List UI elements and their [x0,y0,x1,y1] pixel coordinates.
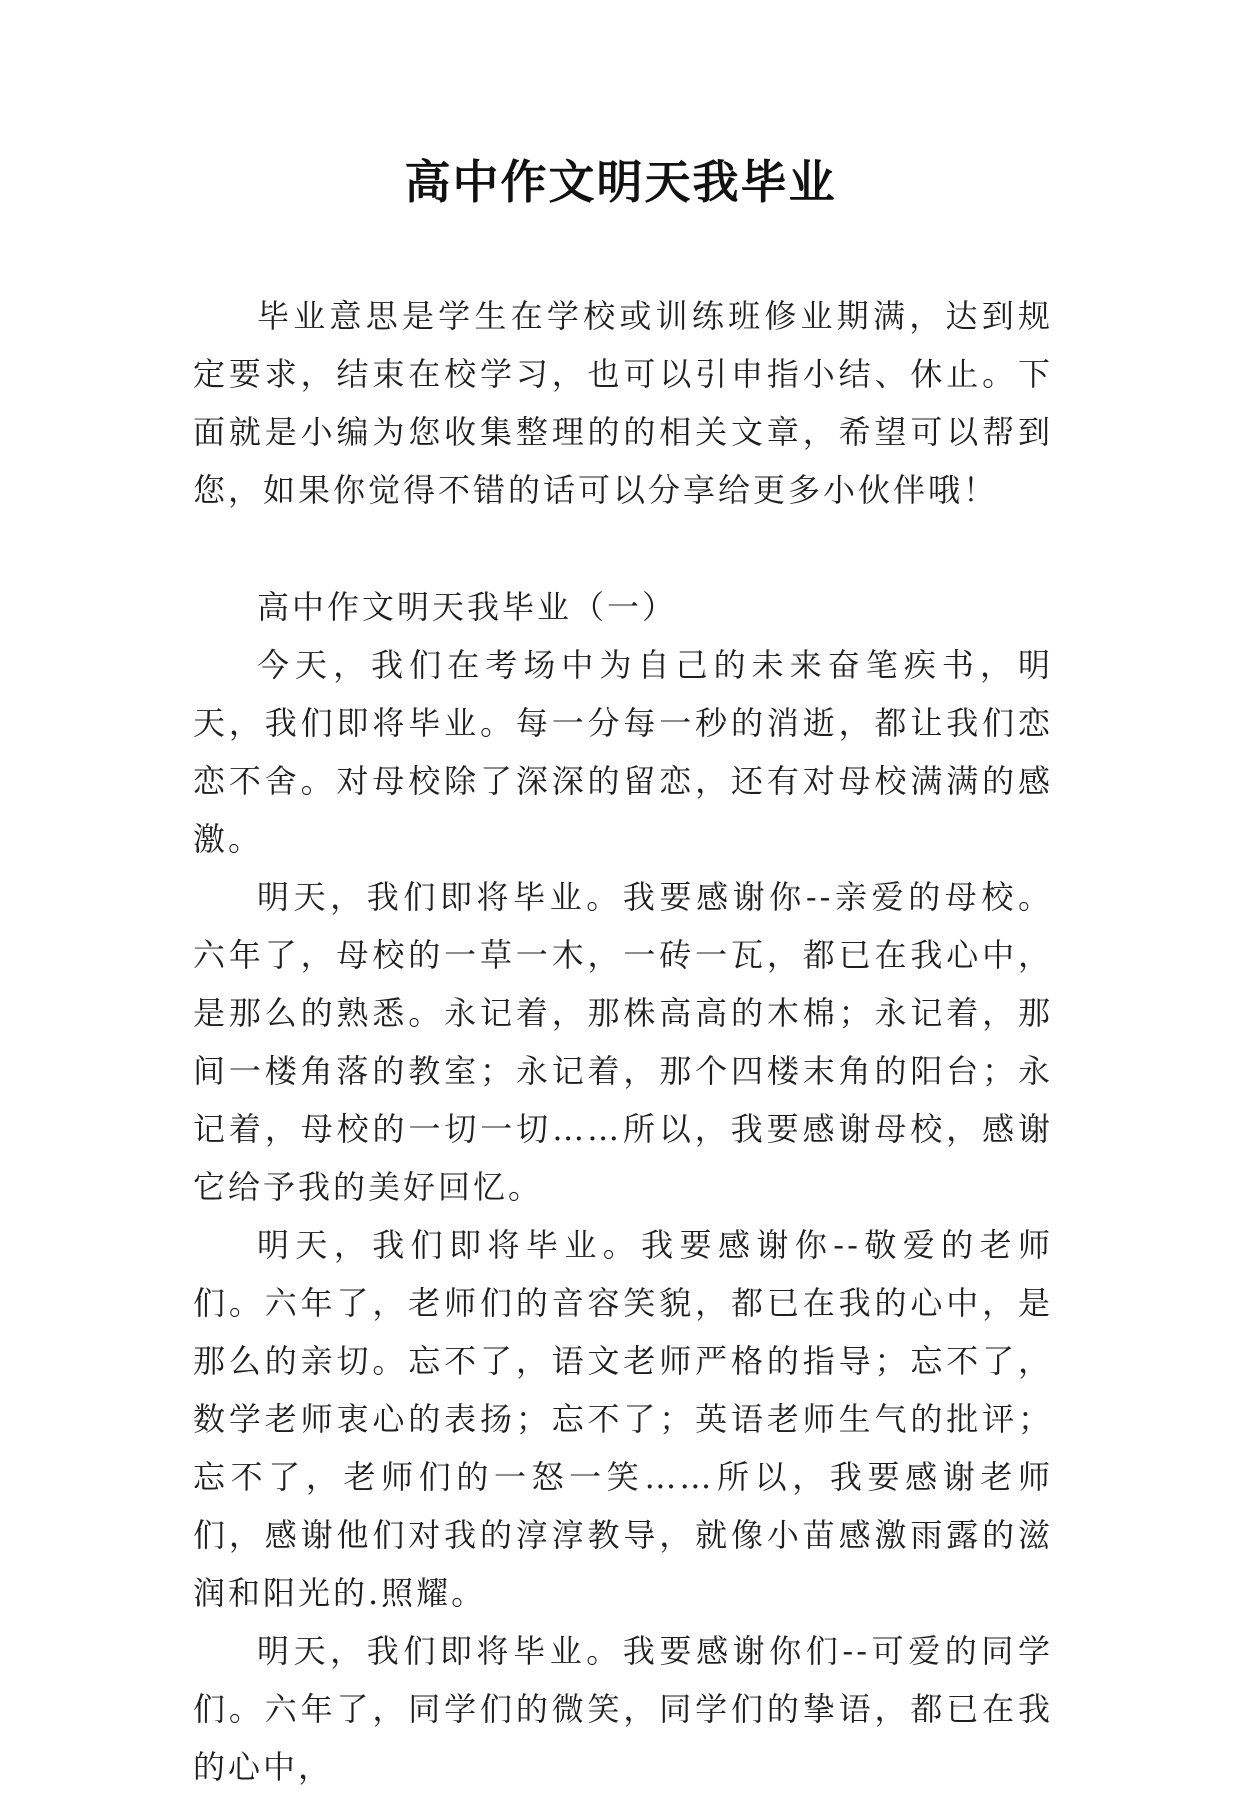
essay-section [193,578,1053,1796]
essay-paragraph-4: 明天，我们即将毕业。我要感谢你们--可爱的同学们。六年了，同学们的微笑，同学们的挚语，都已在我的心中， [193,1632,1053,1786]
essay-paragraph-2: 明天，我们即将毕业。我要感谢你--亲爱的母校。六年了，母校的一草一木，一砖一瓦，都已在我心中，是那么的熟悉。永记着，那株高高的木棉；永记着，那间一楼角落的教室；永记着，那个四楼末角的阳台；永记着，母校的一切一切……所以，我要感谢母校，感谢它给予我的美好回忆。 [193,878,1053,1206]
essay-paragraph-3: 明天，我们即将毕业。我要感谢你--敬爱的老师们。六年了，老师们的音容笑貌，都已在我的心中，是那么的亲切。忘不了，语文老师严格的指导；忘不了，数学老师衷心的表扬；忘不了；英语老师生气的批评；忘不了，老师们的一怒一笑……所以，我要感谢老师们，感谢他们对我的淳淳教导，就像小苗感激雨露的滋润和阳光的.照耀。 [193,1226,1053,1612]
section-heading: 高中作文明天我毕业（一） [257,588,678,626]
essay-paragraph-1: 今天，我们在考场中为自己的未来奋笔疾书，明天，我们即将毕业。每一分每一秒的消逝，都让我们恋恋不舍。对母校除了深深的留恋，还有对母校满满的感激。 [193,646,1053,858]
intro-block [193,287,1053,519]
intro-paragraph: 毕业意思是学生在学校或训练班修业期满，达到规定要求，结束在校学习，也可以引申指小结、休止。下面就是小编为您收集整理的的相关文章，希望可以帮到您，如果你觉得不错的话可以分享给更多小伙伴哦！ [193,297,1053,509]
document-title: 高中作文明天我毕业 [404,155,837,209]
